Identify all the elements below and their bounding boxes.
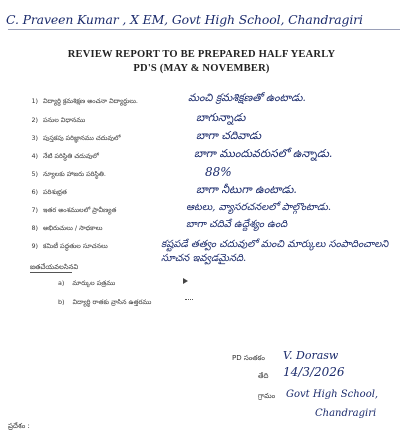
answer-2: బాగున్నాడు	[196, 111, 246, 124]
question-label-7: 7) ఇతర అంశములలో ప్రావీణ్యత	[31, 206, 117, 214]
attachment-a: a) మార్కుల పత్రము	[58, 279, 116, 287]
question-label-2: 2) పనుల విధానము	[31, 116, 86, 124]
answer-6: బాగా నీటుగా ఉంటాడు.	[196, 183, 297, 196]
attachment-b-dots	[185, 299, 193, 300]
question-label-9: 9) కమిటీ పద్ధతుల సూచనలు	[31, 242, 108, 250]
report-subtitle: PD'S (MAY & NOVEMBER)	[133, 63, 270, 74]
place-value-line1: Govt High School,	[286, 389, 379, 400]
answer-5: 88%	[205, 165, 232, 179]
attachments-heading-underline	[30, 272, 72, 273]
question-label-5: 5) న్యూలకు హాజరు పరిస్థితి.	[31, 170, 106, 178]
place-label: గ్రామం	[258, 392, 276, 400]
student-name-header: C. Praveen Kumar , X EM, Govt High School, Chandragiri	[6, 12, 363, 27]
date-value: 14/3/2026	[283, 365, 345, 379]
answer-8: బాగా చదివే ఉద్దేశ్యం ఉంది	[186, 219, 288, 230]
attachment-b: b) విద్యార్థి రాతకు వ్రాసిన ఉత్తరము	[58, 298, 152, 306]
report-title: REVIEW REPORT TO BE PREPARED HALF YEARLY	[67, 49, 336, 60]
pd-signature: V. Dorasw	[283, 349, 339, 362]
answer-7: ఆటలు, వ్యాసరచనలలో పాల్గొంటాడు.	[186, 202, 332, 213]
question-label-1: 1) విద్యార్థి క్రమశిక్షణ అంచనా విద్యార్థులు.	[31, 97, 138, 105]
answer-9: కష్టపడే తత్వం చదువులో మంచి మార్కులు సంపాదించాలని సూచన ఇవ్వడమైనది.	[161, 239, 389, 264]
arrow-a-icon	[183, 278, 188, 284]
question-label-8: 8) అభిరుచులు / సాధకాలు	[31, 224, 103, 232]
pd-signature-label: PD సంతకం	[232, 354, 265, 362]
attachments-heading: జతచేయవలసినవి	[30, 263, 79, 271]
answer-3: బాగా చదివాడు	[196, 129, 262, 142]
place-value-line2: Chandragiri	[315, 408, 377, 419]
bottom-label: ప్రదేశం :	[8, 422, 30, 430]
date-label: తేది	[258, 372, 269, 380]
question-label-6: 6) పరిశుభ్రత	[31, 188, 67, 196]
answer-4: బాగా ముందువరుసలో ఉన్నాడు.	[194, 147, 333, 160]
question-label-3: 3) పుస్తకపు పరిజ్ఞానము చదువులో	[31, 134, 121, 142]
answer-1: మంచి క్రమశిక్షణతో ఉంటాడు.	[188, 92, 306, 104]
header-underline	[8, 29, 400, 30]
question-label-4: 4) నేటి పరిస్థితి చదువులో	[31, 152, 99, 160]
